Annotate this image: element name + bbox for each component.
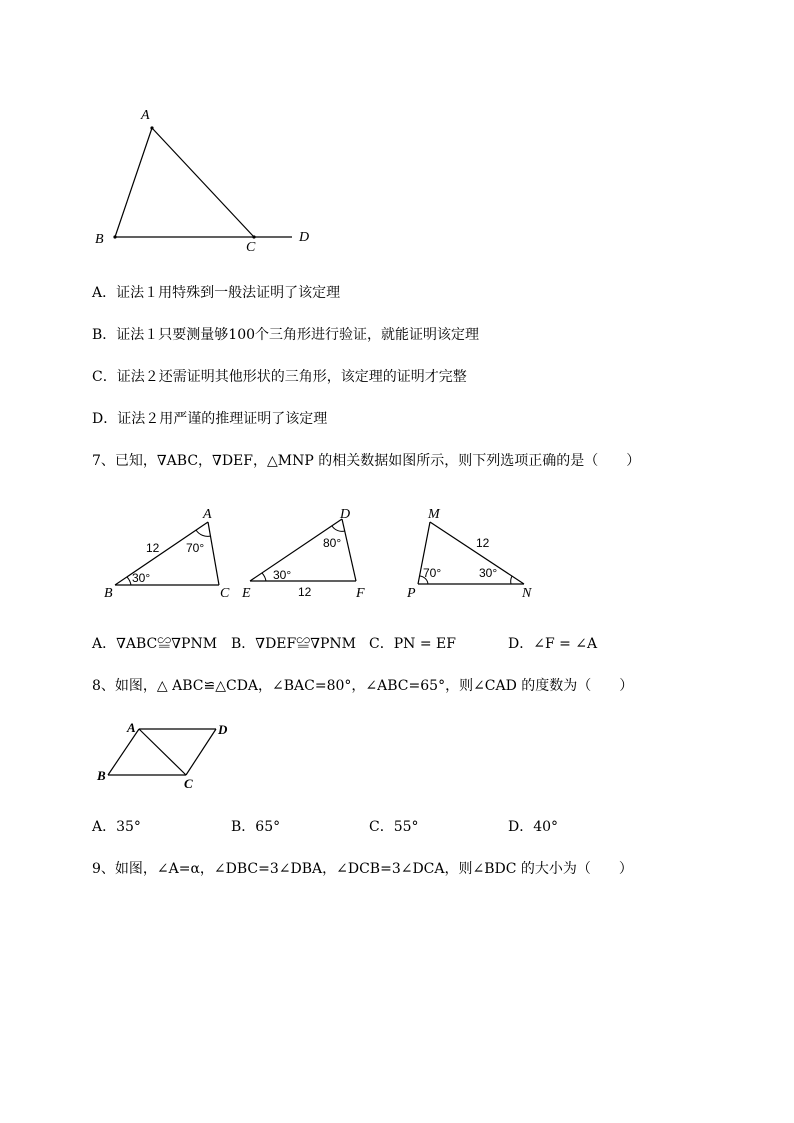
q7a-side: 12 (146, 541, 160, 555)
triangle-def (241, 507, 365, 601)
q6-option-d: D．证法２用严谨的推理证明了该定理 (92, 411, 328, 427)
q7b-label-e: E (242, 586, 251, 601)
triangle-mnp (406, 507, 532, 601)
q7b-side: 12 (298, 585, 312, 599)
q8-label-b: B (97, 768, 106, 783)
q7c-angle-right: 30° (479, 566, 498, 580)
q7-stem: 7、已知，∇ABC，∇DEF，△MNP 的相关数据如图所示，则下列选项正确的是（ ） (92, 453, 641, 469)
q7b-label-d: D (340, 507, 351, 522)
q7c-label-p: P (407, 586, 416, 601)
q7a-label-c: C (220, 586, 230, 601)
q8-option-c: C．55° (369, 819, 419, 835)
q6-option-a: A．证法１用特殊到一般法证明了该定理 (92, 285, 341, 301)
q7a-angle-bottom: 30° (132, 571, 151, 585)
q7c-label-n: N (522, 586, 532, 601)
q7-option-b: B．∇DEF≌∇PNM (231, 636, 357, 652)
q7a-angle-top: 70° (186, 541, 205, 555)
fig1-label-a: A (141, 108, 150, 123)
q8-option-d: D．40° (508, 819, 559, 835)
triangle-abc (104, 507, 230, 601)
figure-q7-triangles (0, 500, 794, 610)
q7b-angle-top: 80° (323, 536, 342, 550)
q8-option-a: A．35° (92, 819, 141, 835)
q7b-label-f: F (356, 586, 365, 601)
fig1-label-b: B (95, 232, 104, 247)
q7b-angle-bottom: 30° (273, 568, 292, 582)
q8-stem: 8、如图，△ ABC≌△CDA，∠BAC=80°，∠ABC=65°，则∠CAD 的度数为（ ） (92, 678, 634, 694)
q9-stem: 9、如图，∠A=α，∠DBC=3∠DBA，∠DCB=3∠DCA，则∠BDC 的大小为（ ） (92, 861, 633, 877)
q8-label-c: C (184, 776, 193, 791)
q8-label-a: A (127, 720, 136, 735)
q7a-label-a: A (203, 507, 212, 522)
q7-option-c: C．PN = EF (369, 636, 456, 652)
q7a-label-b: B (104, 586, 113, 601)
q7-option-d: D．∠F = ∠A (508, 636, 598, 652)
q8-option-b: B．65° (231, 819, 281, 835)
q6-option-b: B．证法１只要测量够100个三角形进行验证，就能证明该定理 (92, 327, 480, 343)
q6-option-c: C．证法２还需证明其他形状的三角形，该定理的证明才完整 (92, 369, 467, 385)
figure-triangle-abc-extended (0, 0, 794, 260)
fig1-label-d: D (299, 230, 310, 245)
q7-option-a: A．∇ABC≌∇PNM (92, 636, 218, 652)
q7c-label-m: M (428, 507, 440, 522)
q7c-angle-left: 70° (423, 566, 442, 580)
figure-q8-parallelogram (0, 715, 794, 795)
q8-label-d: D (218, 722, 228, 737)
fig1-label-c: C (246, 240, 256, 255)
q7c-side: 12 (476, 536, 490, 550)
